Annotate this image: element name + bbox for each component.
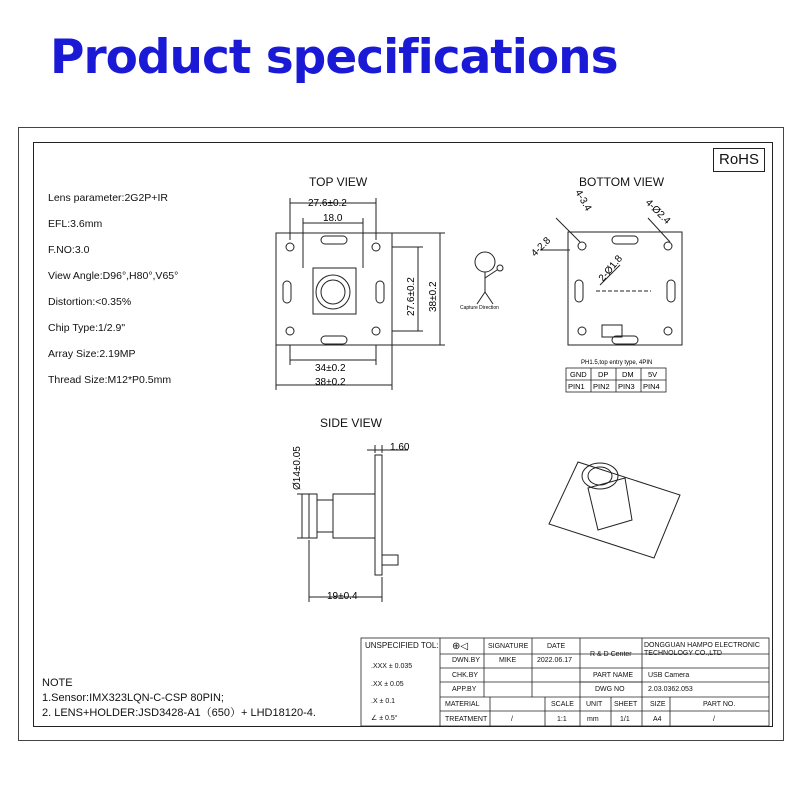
- unit-value: mm: [587, 716, 599, 723]
- page-title: Product specifications: [50, 30, 618, 85]
- iso-holder: [588, 478, 632, 530]
- connector-4pin: [602, 325, 622, 337]
- pin-number-3: PIN3: [618, 382, 635, 391]
- dim-19: 19±0.4: [327, 591, 358, 602]
- dim-38-vertical: 38±0.2: [428, 281, 439, 312]
- note-line-1: 1.Sensor:IMX323LQN-C-CSP 80PIN;: [42, 692, 224, 704]
- tol-row-3: .X ± 0.1: [371, 698, 396, 705]
- unspecified-tol: UNSPECIFIED TOL:: [365, 641, 439, 650]
- note-title: NOTE: [42, 677, 73, 689]
- treatment-value: /: [511, 716, 513, 723]
- unit-label: UNIT: [586, 701, 603, 708]
- note-line-2: 2. LENS+HOLDER:JSD3428-A1（650）+ LHD18120-4.: [42, 707, 316, 719]
- dwn-by-date: 2022.06.17: [537, 657, 573, 664]
- param-fno: F.NO:3.0: [48, 244, 90, 256]
- dim-1-60: 1.60: [390, 442, 410, 453]
- param-view-angle: View Angle:D96°,H80°,V65°: [48, 270, 179, 282]
- param-thread-size: Thread Size:M12*P0.5mm: [48, 374, 172, 386]
- param-efl: EFL:3.6mm: [48, 218, 103, 230]
- param-distortion: Distortion:<0.35%: [48, 296, 132, 308]
- dim-27-6-top: 27.6±0.2: [308, 198, 347, 209]
- pin-signal-4: 5V: [648, 370, 658, 379]
- signature-header: SIGNATURE: [488, 643, 529, 650]
- sheet-label: SHEET: [614, 701, 638, 708]
- part-name-value: USB Camera: [648, 672, 690, 679]
- size-value: A4: [653, 716, 662, 723]
- side-view-title: SIDE VIEW: [320, 416, 383, 430]
- dim-4-2-8: 4-2.8: [529, 235, 554, 260]
- connector-caption: PH1.5,top entry type, 4PIN: [581, 360, 653, 366]
- app-by-label: APP.BY: [452, 686, 477, 693]
- capture-direction-icon: [475, 252, 495, 272]
- dim-2-d1-8: 2-Ø1.8: [596, 253, 625, 284]
- treatment-label: TREATMENT: [445, 716, 488, 723]
- material-label: MATERIAL: [445, 701, 480, 708]
- rd-center: R & D Center: [590, 651, 632, 658]
- date-header: DATE: [547, 643, 566, 650]
- param-lens: Lens parameter:2G2P+IR: [48, 192, 168, 204]
- iso-board: [549, 462, 680, 558]
- tol-row-2: .XX ± 0.05: [371, 681, 404, 688]
- bottom-view-title: BOTTOM VIEW: [579, 175, 665, 189]
- pin-number-2: PIN2: [593, 382, 610, 391]
- dim-18: 18.0: [323, 213, 343, 224]
- tol-row-4: ∠ ± 0.5°: [371, 715, 398, 722]
- top-view-title: TOP VIEW: [309, 175, 368, 189]
- dwn-by-label: DWN.BY: [452, 657, 480, 664]
- company-name: DONGGUAN HAMPO ELECTRONIC TECHNOLOGY CO.,LTD: [644, 642, 760, 657]
- pin-number-1: PIN1: [568, 382, 585, 391]
- pin-signal-3: DM: [622, 370, 634, 379]
- side-view-board: [375, 455, 382, 575]
- capture-direction-label: Capture Direction: [460, 305, 499, 311]
- dwg-no-value: 2.03.0362.053: [648, 686, 693, 693]
- dim-38-horizontal: 38±0.2: [315, 377, 346, 388]
- part-name-label: PART NAME: [593, 672, 634, 679]
- dim-d14: Ø14±0.05: [292, 446, 303, 490]
- sheet-value: 1/1: [620, 716, 630, 723]
- dim-34-horizontal: 34±0.2: [315, 363, 346, 374]
- side-view-holder: [333, 494, 375, 538]
- tol-row-1: .XXX ± 0.035: [371, 663, 413, 670]
- title-block-text: [361, 638, 769, 726]
- pin-number-4: PIN4: [643, 382, 660, 391]
- param-array-size: Array Size:2.19MP: [48, 348, 136, 360]
- side-view-lens: [309, 494, 317, 538]
- dwn-by-name: MIKE: [499, 657, 517, 664]
- note-section: [42, 676, 316, 721]
- part-no-label: PART NO.: [703, 701, 736, 708]
- dim-4-d2-4: 4-Ø2.4: [642, 197, 673, 227]
- pin-signal-2: DP: [598, 370, 609, 379]
- param-chip-type: Chip Type:1/2.9": [48, 322, 126, 334]
- part-no-value: /: [713, 716, 715, 723]
- dim-27-6-vertical: 27.6±0.2: [406, 277, 417, 316]
- dim-4-3-4: 4-3.4: [572, 188, 594, 214]
- scale-value: 1:1: [557, 716, 567, 723]
- rohs-badge: RoHS: [713, 148, 765, 172]
- projection-symbol-icon: ⊕◁: [452, 641, 469, 652]
- chk-by-label: CHK.BY: [452, 672, 479, 679]
- scale-label: SCALE: [551, 701, 574, 708]
- pin-signal-1: GND: [570, 370, 587, 379]
- dwg-no-label: DWG NO: [595, 686, 625, 693]
- size-label: SIZE: [650, 701, 666, 708]
